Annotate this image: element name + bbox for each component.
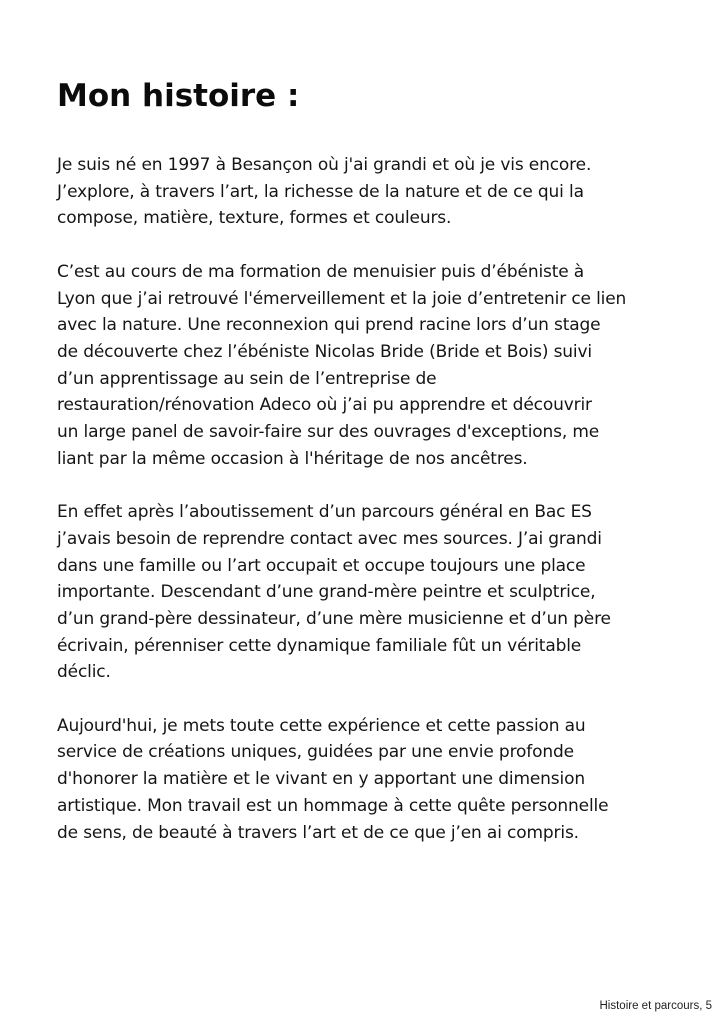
paragraph-today: Aujourd'hui, je mets toute cette expérience et cette passion au service de créations uniques, guidées par une envie profonde d'honorer la matière et le vivant en y apportant une dimension artistique. Mon travail est un hommage à cette quête personnelle de sens, de beauté à travers l’art et de ce que j’en ai compris. [57, 715, 609, 843]
paragraph-training: C’est au cours de ma formation de menuisier puis d’ébéniste à Lyon que j’ai retrouvé l'émerveillement et la joie d’entretenir ce lien avec la nature. Une reconnexion qui prend racine lors d’un stage de découverte chez l’ébéniste Nicolas Bride (Bride et Bois) suivi d’un apprentissage au sein de l’entreprise de restauration/rénovation Adeco où j’ai pu apprendre et découvrir un large panel de savoir-faire sur des ouvrages d'exceptions, me liant par la même occasion à l'héritage de nos ancêtres. [57, 261, 627, 469]
body-text [57, 152, 697, 873]
paragraph-intro: Je suis né en 1997 à Besançon où j'ai grandi et où je vis encore. J’explore, à travers l’art, la richesse de la nature et de ce qui la compose, matière, texture, formes et couleurs. [57, 155, 592, 229]
page-title: Mon histoire : [57, 78, 300, 114]
paragraph-family: En effet après l’aboutissement d’un parcours général en Bac ES j’avais besoin de reprendre contact avec mes sources. J’ai grandi dans une famille ou l’art occupait et occupe toujours une place importante. Descendant d’une grand-mère peintre et sculptrice, d’un grand-père dessinateur, d’une mère musicienne et d’un père écrivain, pérenniser cette dynamique familiale fût un véritable déclic. [57, 502, 611, 683]
page-footer: Histoire et parcours, 5 [599, 1000, 712, 1012]
